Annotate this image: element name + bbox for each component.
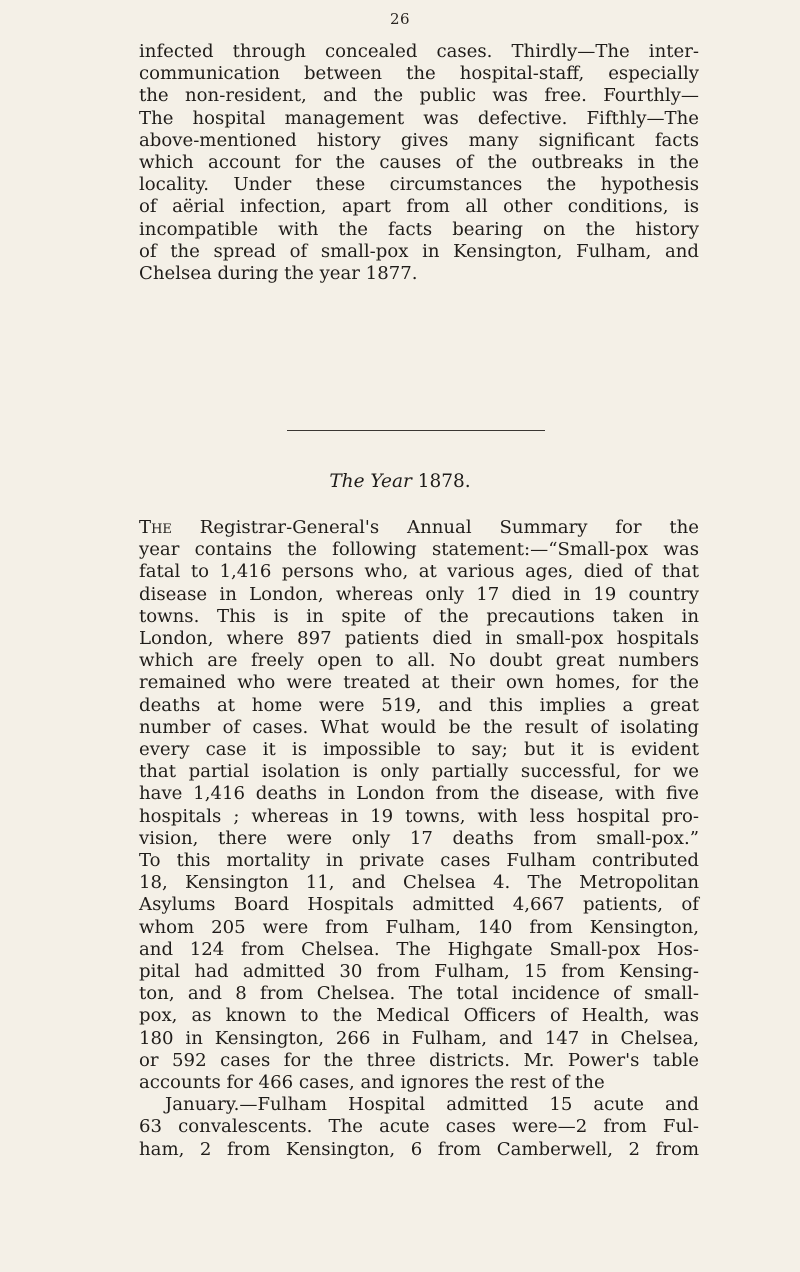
text-line: and 124 from Chelsea. The Highgate Small-pox Hos- xyxy=(139,938,699,960)
text-line: fatal to 1,416 persons who, at various ages, died of that xyxy=(139,561,699,583)
text-line: above-mentioned history gives many significant facts xyxy=(139,129,699,151)
text-line: number of cases. What would be the result of isolating xyxy=(139,716,699,738)
text-line: have 1,416 deaths in London from the disease, with five xyxy=(139,783,699,805)
text-line xyxy=(139,517,699,539)
text-line: the non-resident, and the public was free. Fourthly— xyxy=(139,85,699,107)
text-line: incompatible with the facts bearing on the history xyxy=(139,218,699,240)
text-line: towns. This is in spite of the precautions taken in xyxy=(139,605,699,627)
text-line: ham, 2 from Kensington, 6 from Camberwell, 2 from xyxy=(139,1138,699,1160)
text-line: whom 205 were from Fulham, 140 from Kensington, xyxy=(139,916,699,938)
text-line: year contains the following statement:—“Small-pox was xyxy=(139,539,699,561)
lead-word: The xyxy=(139,517,172,538)
text-line: 180 in Kensington, 266 in Fulham, and 147 in Chelsea, xyxy=(139,1027,699,1049)
text-line: infected through concealed cases. Thirdly—The inter- xyxy=(139,41,699,62)
section-heading-label: The Year xyxy=(329,471,412,492)
paragraph-1882-conclusion xyxy=(139,41,699,285)
text-line: To this mortality in private cases Fulham contributed xyxy=(139,850,699,872)
text-line: which are freely open to all. No doubt great numbers xyxy=(139,650,699,672)
text-line: of the spread of small-pox in Kensington, Fulham, and xyxy=(139,240,699,262)
text-line: Chelsea during the year 1877. xyxy=(139,263,418,285)
text-line: remained who were treated at their own homes, for the xyxy=(139,672,699,694)
section-heading-year: 1878. xyxy=(411,471,471,492)
section-heading xyxy=(0,471,800,492)
text-line: pital had admitted 30 from Fulham, 15 from Kensing- xyxy=(139,961,699,983)
text-line: ton, and 8 from Chelsea. The total incidence of small- xyxy=(139,983,699,1005)
text-line: deaths at home were 519, and this implies a great xyxy=(139,694,699,716)
text-line: vision, there were only 17 deaths from small-pox.” xyxy=(139,827,699,849)
text-line: disease in London, whereas only 17 died in 19 country xyxy=(139,583,699,605)
text-line: The hospital management was defective. Fifthly—The xyxy=(139,107,699,129)
text-line: London, where 897 patients died in small-pox hospitals xyxy=(139,628,699,650)
text-line: pox, as known to the Medical Officers of Health, was xyxy=(139,1005,699,1027)
text-line: 18, Kensington 11, and Chelsea 4. The Metropolitan xyxy=(139,872,699,894)
text-line: accounts for 466 cases, and ignores the rest of the xyxy=(139,1072,605,1094)
text-line: which account for the causes of the outbreaks in the xyxy=(139,152,699,174)
text-line: locality. Under these circumstances the hypothesis xyxy=(139,174,699,196)
section-divider xyxy=(287,430,545,431)
text-line: every case it is impossible to say; but it is evident xyxy=(139,739,699,761)
text-line: Asylums Board Hospitals admitted 4,667 patients, of xyxy=(139,894,699,916)
text-line: January.—Fulham Hospital admitted 15 acute and xyxy=(165,1094,699,1116)
text-line: hospitals ; whereas in 19 towns, with less hospital pro- xyxy=(139,805,699,827)
paragraph-registrar-summary xyxy=(139,517,699,1161)
text-line: of aërial infection, apart from all other conditions, is xyxy=(139,196,699,218)
text-line: communication between the hospital-staff, especially xyxy=(139,63,699,85)
text-line: or 592 cases for the three districts. Mr. Power's table xyxy=(139,1049,699,1071)
text-line: that partial isolation is only partially successful, for we xyxy=(139,761,699,783)
page-number: 26 xyxy=(389,10,411,28)
lead-line-rest: Registrar-General's Annual Summary for the xyxy=(171,517,699,538)
text-line: 63 convalescents. The acute cases were—2 from Ful- xyxy=(139,1116,699,1138)
